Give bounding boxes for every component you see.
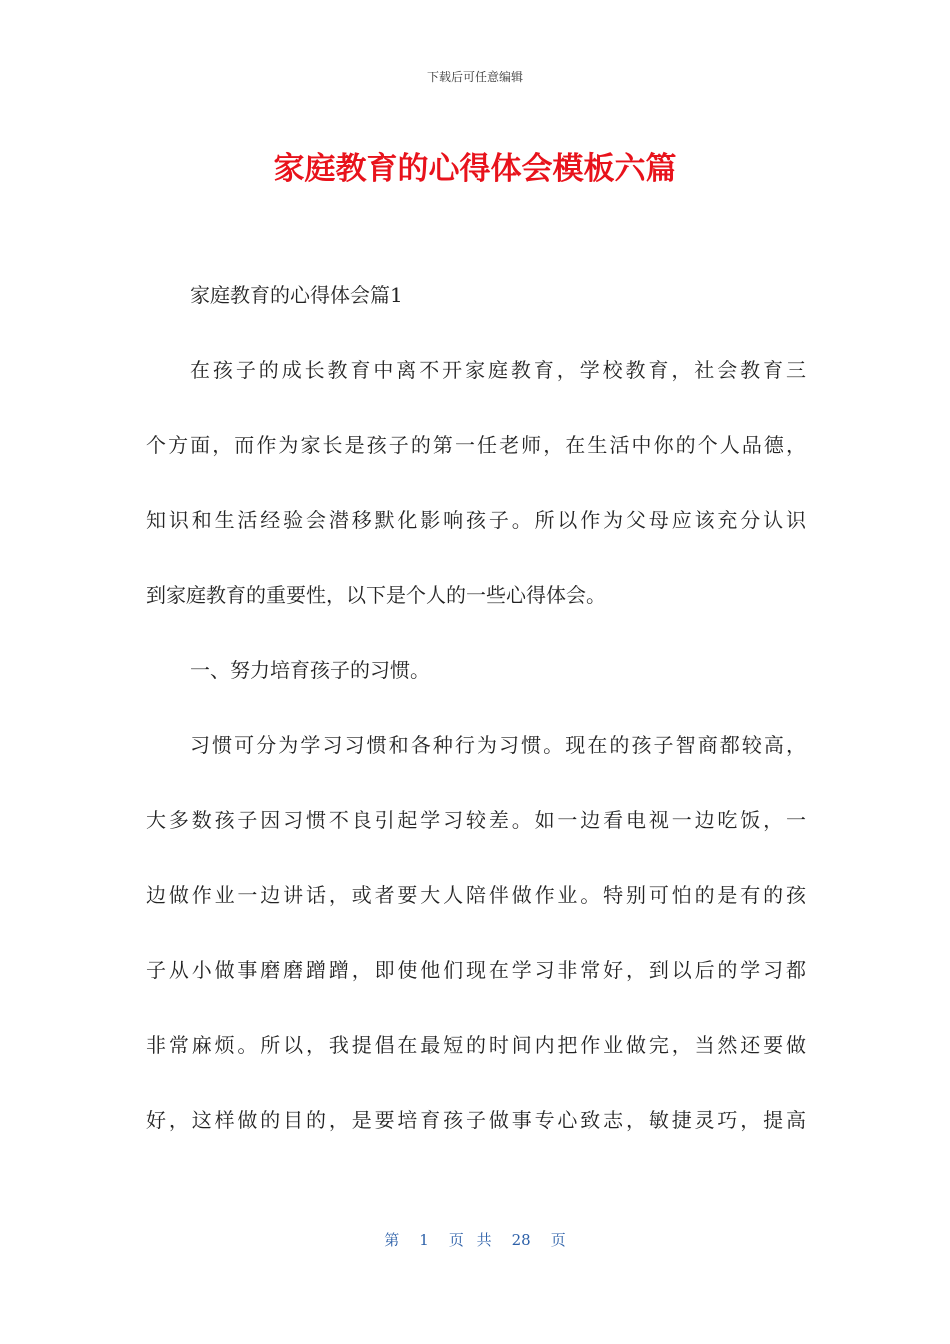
document-title: 家庭教育的心得体会模板六篇 <box>273 151 677 187</box>
footer-total-label: 页 共 <box>448 1231 492 1249</box>
text-line: 家庭教育的心得体会篇1 <box>190 283 403 307</box>
paragraph <box>146 333 806 633</box>
text-line: 习惯可分为学习习惯和各种行为习惯。现在的孩子智商都较高， <box>190 733 806 757</box>
footer-end-label: 页 <box>550 1231 566 1249</box>
text-line: 知识和生活经验会潜移默化影响孩子。所以作为父母应该充分认识 <box>146 508 806 532</box>
paragraph-heading-1 <box>146 258 806 333</box>
page-footer <box>0 1229 950 1250</box>
text-line: 个方面，而作为家长是孩子的第一任老师，在生活中你的个人品德， <box>146 433 806 457</box>
header-note: 下载后可任意编辑 <box>426 70 523 84</box>
document-body <box>146 258 806 1158</box>
paragraph <box>146 708 806 1158</box>
text-line: 到家庭教育的重要性，以下是个人的一些心得体会。 <box>146 583 606 607</box>
footer-total-pages: 28 <box>511 1231 531 1249</box>
footer-page-label: 第 <box>384 1231 400 1249</box>
text-line: 子从小做事磨磨蹭蹭，即使他们现在学习非常好，到以后的学习都 <box>146 958 806 982</box>
text-line: 在孩子的成长教育中离不开家庭教育，学校教育，社会教育三 <box>190 358 806 382</box>
section-heading <box>146 633 806 708</box>
text-line: 一、努力培育孩子的习惯。 <box>190 658 430 682</box>
text-line: 好，这样做的目的，是要培育孩子做事专心致志，敏捷灵巧，提高 <box>146 1108 806 1132</box>
text-line: 非常麻烦。所以，我提倡在最短的时间内把作业做完，当然还要做 <box>146 1033 806 1057</box>
footer-current-page: 1 <box>419 1231 429 1249</box>
text-line: 边做作业一边讲话，或者要大人陪伴做作业。特别可怕的是有的孩 <box>146 883 806 907</box>
text-line: 大多数孩子因习惯不良引起学习较差。如一边看电视一边吃饭，一 <box>146 808 806 832</box>
